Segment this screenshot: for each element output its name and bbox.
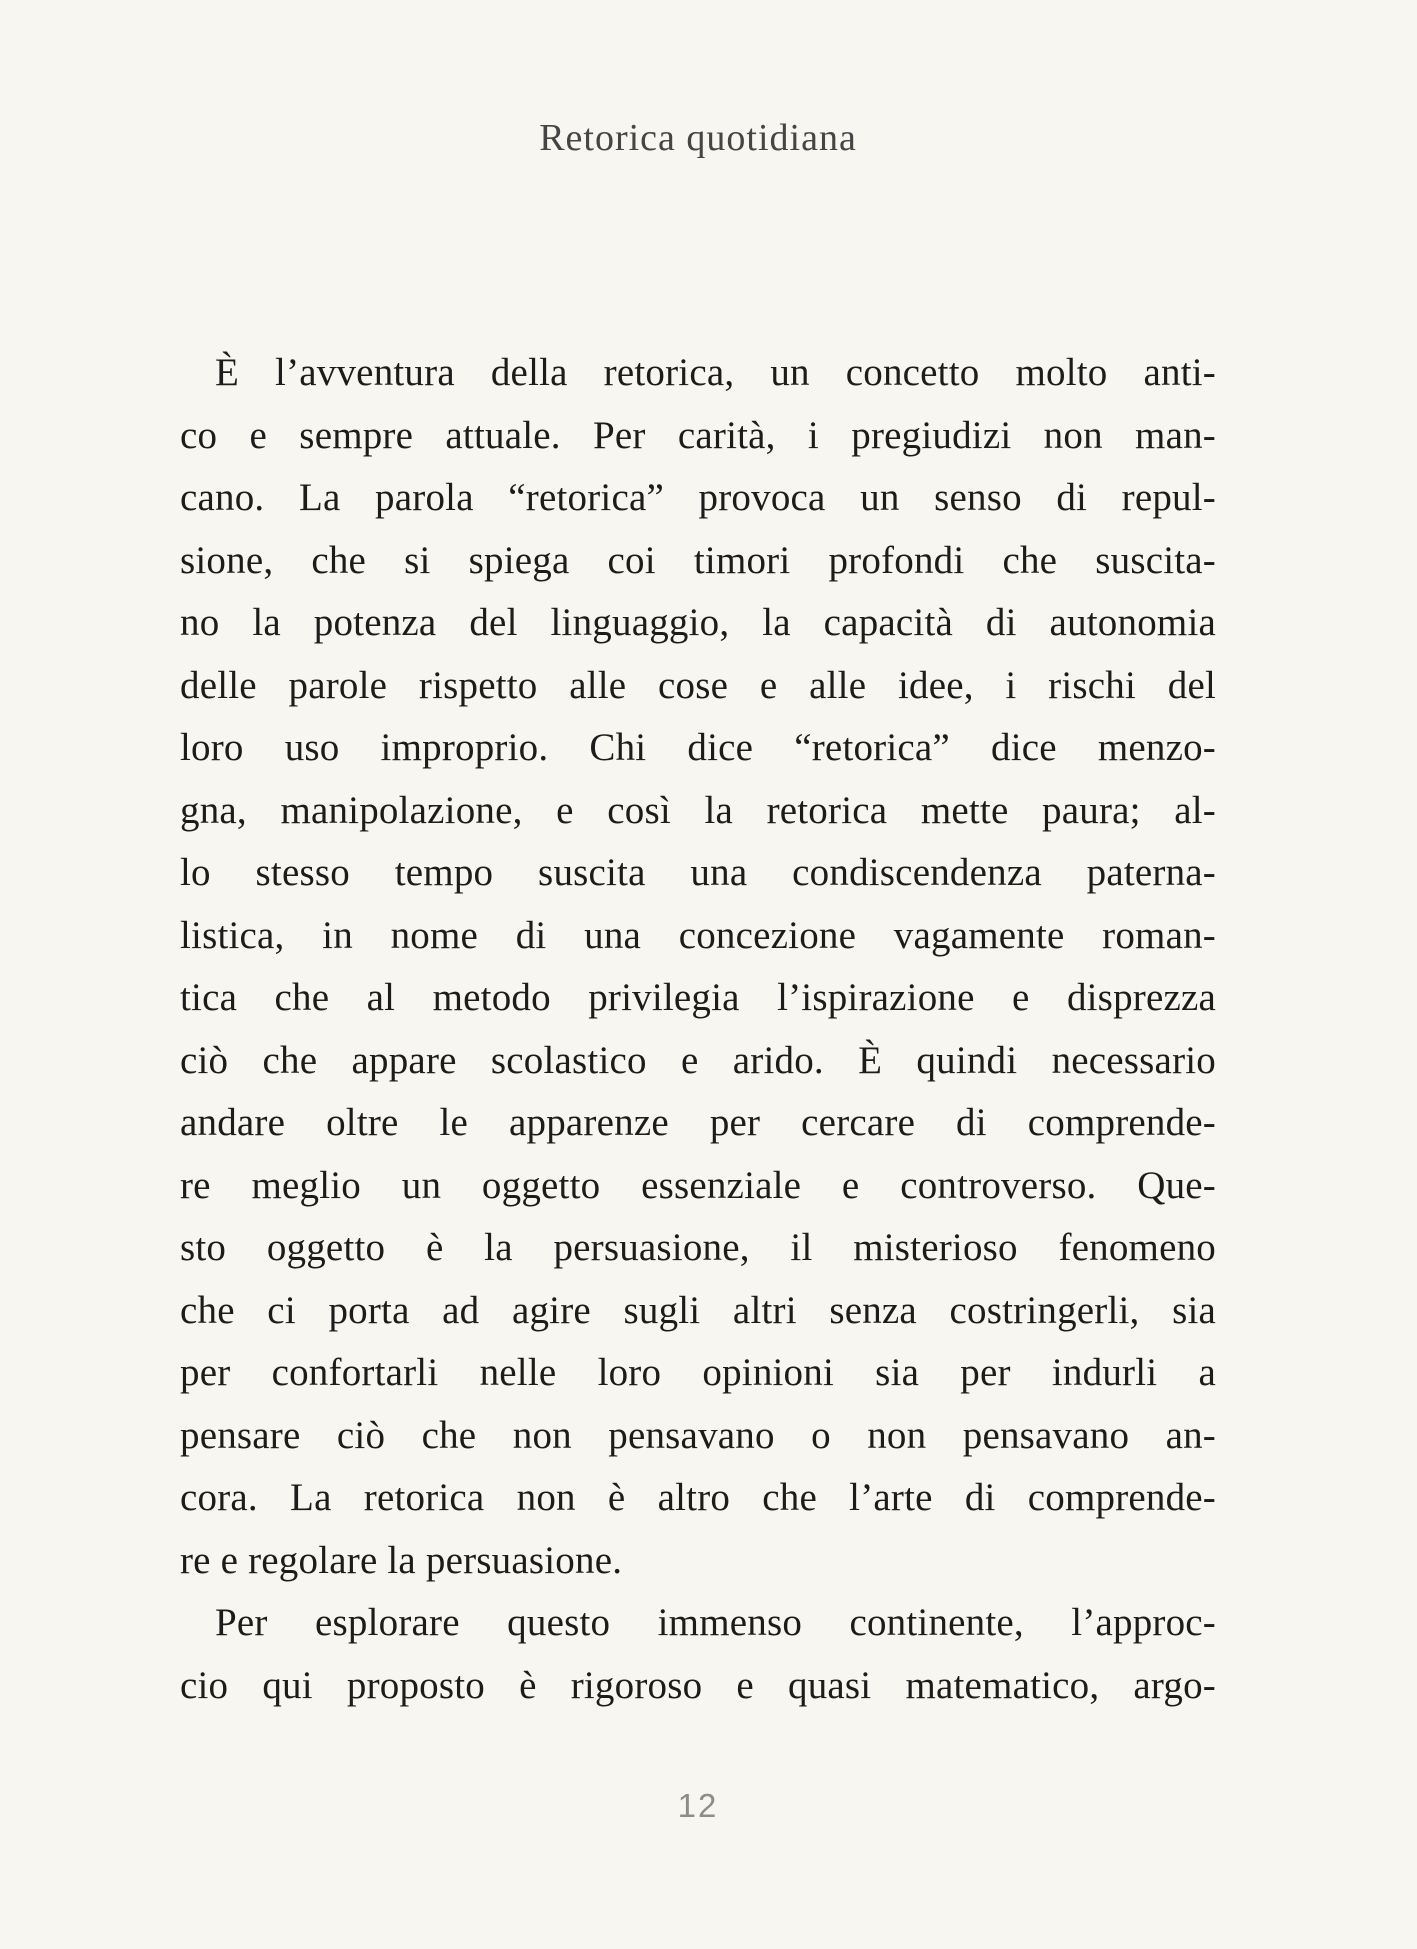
text-line: delle parole rispetto alle cose e alle idee, i rischi del (180, 663, 1216, 707)
text-line: lo stesso tempo suscita una condiscendenza paterna- (180, 851, 1216, 894)
paragraph-1 (180, 342, 1216, 1592)
text-line: pensare ciò che non pensavano o non pensavano an- (180, 1413, 1216, 1457)
text-line: cano. La parola “retorica” provoca un senso di repul- (180, 476, 1216, 519)
page-number: 12 (677, 1787, 719, 1824)
text-line: listica, in nome di una concezione vagamente roman- (180, 913, 1216, 957)
text-line: re meglio un oggetto essenziale e controverso. Que- (180, 1163, 1216, 1207)
text-line: cora. La retorica non è altro che l’arte di comprende- (180, 1476, 1216, 1519)
text-line: cio qui proposto è rigoroso e quasi matematico, argo- (180, 1663, 1216, 1707)
paragraph-2 (180, 1592, 1216, 1717)
text-line: Per esplorare questo immenso continente, l’approc- (215, 1601, 1216, 1644)
text-line: andare oltre le apparenze per cercare di comprende- (180, 1101, 1216, 1144)
text-line: gna, manipolazione, e così la retorica mette paura; al- (180, 788, 1216, 832)
text-line: che ci porta ad agire sugli altri senza costringerli, sia (180, 1288, 1216, 1332)
text-line: per confortarli nelle loro opinioni sia per indurli a (180, 1351, 1216, 1394)
text-line: loro uso improprio. Chi dice “retorica” dice menzo- (180, 726, 1216, 769)
text-line: no la potenza del linguaggio, la capacità di autonomia (180, 601, 1216, 644)
text-line: ciò che appare scolastico e arido. È quindi necessario (180, 1038, 1216, 1082)
text-line: È l’avventura della retorica, un concetto molto anti- (215, 351, 1216, 394)
text-line: re e regolare la persuasione. (180, 1538, 623, 1582)
text-line: sione, che si spiega coi timori profondi che suscita- (180, 538, 1216, 582)
text-line: co e sempre attuale. Per carità, i pregiudizi non man- (180, 413, 1216, 457)
body-text (180, 342, 1216, 1717)
text-line: tica che al metodo privilegia l’ispirazione e disprezza (180, 976, 1216, 1019)
running-head-title: Retorica quotidiana (539, 117, 857, 159)
text-line: sto oggetto è la persuasione, il misterioso fenomeno (180, 1226, 1216, 1269)
